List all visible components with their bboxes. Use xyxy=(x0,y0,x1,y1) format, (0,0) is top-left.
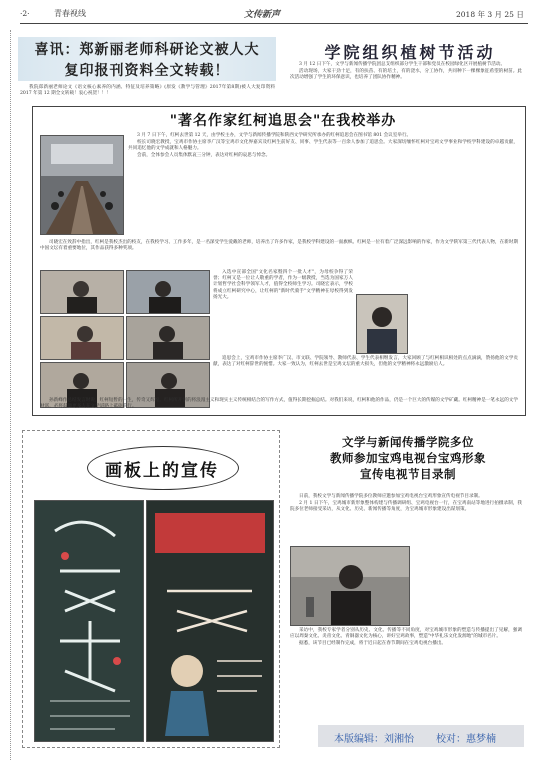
header-divider xyxy=(20,23,528,24)
proofreader-credit: 校对：惠梦楠 xyxy=(436,734,496,745)
meeting-room-photo xyxy=(40,135,124,235)
speaker-photo-4 xyxy=(126,316,210,360)
interview-photo xyxy=(290,546,410,626)
speaker-photo-3 xyxy=(40,316,124,360)
page-number: ·2· xyxy=(20,9,30,18)
left-decorative-border xyxy=(10,30,15,760)
issue-date: 2018 年 3 月 25 日 xyxy=(456,10,524,19)
section-name: 青春视线 xyxy=(54,9,86,18)
speaker-photo-7 xyxy=(356,294,408,354)
chalkboard-title: 画板上的宣传 xyxy=(105,461,219,481)
main-article-title: "著名作家红柯追思会"在我校举办 xyxy=(169,113,397,129)
speaker-photo-2 xyxy=(126,270,210,314)
banner-headline-1: 喜讯：郑新丽老师科研论文被人大 xyxy=(34,42,260,58)
tree-planting-title: 学院组织植树节活动 xyxy=(324,43,496,62)
editor-credit: 本版编辑：刘湘怡 xyxy=(334,734,414,745)
main-article-intro: 3 月 7 日下午，红柯去世第 12 天，由学校主办，文学与新闻传播学院和陕西文学研究所承办的红柯追思会在图书馆 801 会议室举行。 校长司晓宏教授，宝鸡市作协主席李广汉等宝鸡市文化界嘉宾及红柯生前好友、同事、学生代表等一百余人参加了追思会。大家深切缅怀红柯对宝鸡文学事业和学校学科建设的卓越贡献，共同追忆他的文学成就和人格魅力。 会前，全体参会人员集体默哀三分钟，表达对红柯的哀思与悼念。 xyxy=(128,133,518,158)
top-left-banner xyxy=(18,37,276,81)
main-article-column: 入选中宣部全国"文化名家暨四个一批人才"，为母校争得了荣誉；红柯又是一位让人敬重的学者，作为一级教授，当选为国家万人计划哲学社会科学领军人才，值得全校师生学习。司晓宏表示，学校将成立红柯研究中心，让红柯的"新时代骑手"文学精神在母校得到发扬光大。 xyxy=(213,270,353,300)
editor-credit-bar xyxy=(318,725,524,747)
masthead-title: 文传新声 xyxy=(244,10,281,20)
top-left-body: 我院郑新丽老师论文《语文核心素养的内涵、特征及培养策略》(原发《教学与管理》2017年第8期)被人大复印资料 2017 年第 12 期全文转载！衷心祝贺！！！ xyxy=(20,85,275,97)
tv-recording-body: 采访中，我校专家学者分别从历史、文化、传播等不同角度，对宝鸡城市形象的塑造与传播提出了见解，强调应以周秦文化、炎帝文化、青铜器文化为核心，讲好宝鸡故事，塑造"中华礼乐文化发源地"的城市名片。 据悉，该节目已经制作完成，将于近日起在春节期间在宝鸡电视台播出。 xyxy=(290,628,522,646)
main-article-conclusion: 孙新峰作总结发言时说，红柯短暂的一生，传奇又辉煌。红柯所开创的将浪漫主义和现实主义传统相结合的写作方式，值得长期挖掘总结。对我们来说，红柯和他的作品，仍是一个巨大的传媒的文学矿藏。红柯精神是一笔永远的文学财富，必将鼓舞更多人在文学道路上砥砺前行。 xyxy=(40,398,518,410)
chalkboard-drawing-1 xyxy=(34,500,144,742)
tv-recording-intro: 日前，我校文学与新闻传播学院多位教师应邀参加宝鸡电视台宝鸡形象宣传电视节目录制。 2 月 1 日下午，宝鸡城市新形象整体构建与传播调研组、宝鸡电视台一行，在宝鸡南站等地进行拍摄录制，我院多位老师接受采访，从文化、历史、新闻传播等角度，为宝鸡城市形象建设出谋划策。 xyxy=(290,494,522,512)
main-article-speeches: 追思会上，宝鸡市作协主席李广汉、市文联、学院领导、教师代表、学生代表相继发言，大家回顾了与红柯相识相处的点点滴滴，赞扬他的文学贡献，表达了对红柯辞世的惋惜。大家一致认为，红柯去世是宝鸡文坛的重大损失，但他的文学精神将永远激励后人。 xyxy=(213,356,518,368)
main-article-body: 司晓宏在致辞中指出，红柯是我校杰出的校友，在我校学习、工作多年，是一名深受学生爱戴的老师，培养出了许多作家，是我校学科建设的一面旗帜。红柯是一位有着广泛深远影响的作家，作为文学陕军第三代代表人物，在新时期中国文坛有着重要地位，其作品获得多种奖项。 xyxy=(40,240,518,252)
chalkboard-drawing-2 xyxy=(146,500,274,742)
tv-recording-title: 文学与新闻传播学院多位 教师参加宝鸡电视台宝鸡形象 宣传电视节目录制 xyxy=(330,435,486,481)
speaker-photo-1 xyxy=(40,270,124,314)
banner-headline-2: 复印报刊资料全文转载！ xyxy=(64,63,230,79)
tree-planting-body: 3 月 12 日下午，文学与新闻传播学院团总支组织部分学生干部和党员在校园绿化区开展植树节活动。 活动现场，大家干劲十足，有的扶苗、有的培土，有的浇水，分工协作，共同种下一棵棵象征希望的树苗。此次活动增强了学生的环保意识，也培养了团队协作精神。 xyxy=(290,62,522,80)
